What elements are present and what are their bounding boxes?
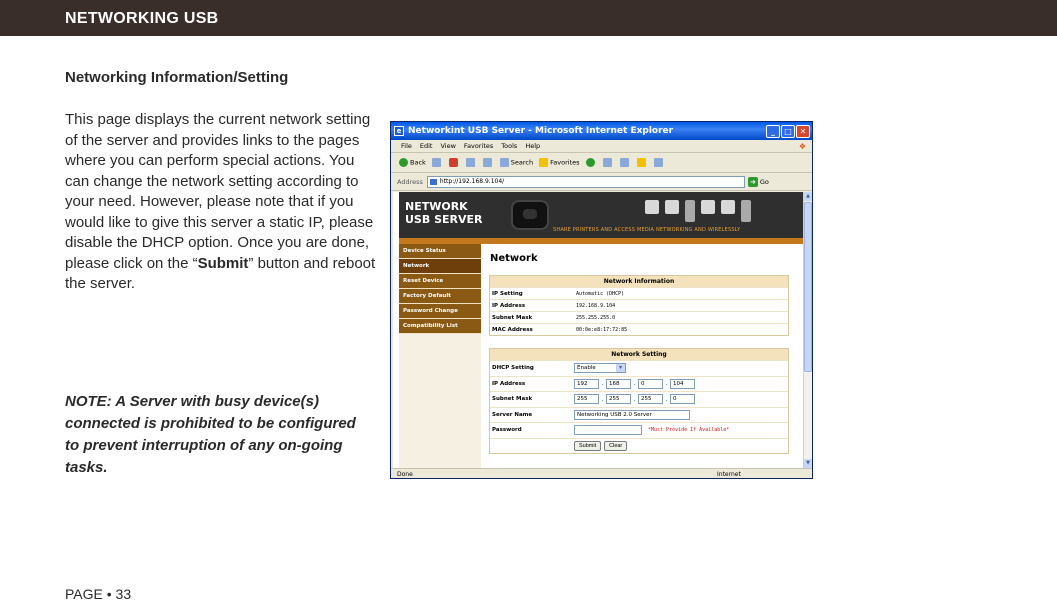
info-key: IP Setting bbox=[492, 291, 523, 297]
window-title: Networkint USB Server - Microsoft Internet Explorer bbox=[408, 126, 674, 136]
banner-title bbox=[405, 200, 482, 226]
dhcp-label: DHCP Setting bbox=[492, 365, 534, 372]
windows-logo-icon: ❖ bbox=[798, 141, 806, 151]
password-label: Password bbox=[492, 427, 522, 434]
menu-edit[interactable]: Edit bbox=[419, 142, 433, 150]
info-heading: Network Information bbox=[490, 276, 788, 287]
info-value: 192.168.9.104 bbox=[576, 303, 616, 309]
menu-file[interactable]: File bbox=[401, 142, 412, 150]
info-value: Automatic (DHCP) bbox=[576, 291, 625, 297]
description-part2: ” button and reboot the server. bbox=[65, 254, 376, 292]
back-label: Back bbox=[410, 158, 426, 167]
favorites-button[interactable] bbox=[539, 158, 579, 167]
status-zone: Internet bbox=[717, 471, 741, 478]
info-row bbox=[490, 311, 788, 323]
mask-row: Subnet Mask 255 . 255 . 255 . 0 bbox=[490, 391, 788, 407]
menu-bar bbox=[391, 140, 812, 153]
header-bar bbox=[0, 0, 1057, 36]
scroll-up-icon[interactable]: ▲ bbox=[804, 192, 812, 201]
info-key: MAC Address bbox=[492, 327, 533, 333]
nav-factory-default[interactable]: Factory Default bbox=[399, 289, 481, 304]
menu-tools[interactable]: Tools bbox=[501, 142, 518, 150]
info-key: Subnet Mask bbox=[492, 315, 533, 321]
description-text bbox=[65, 110, 380, 295]
go-label: Go bbox=[759, 177, 769, 186]
nav-compatibility-list[interactable]: Compatibility List bbox=[399, 319, 481, 334]
description-bold: Submit bbox=[197, 254, 249, 272]
info-key: IP Address bbox=[492, 303, 526, 309]
status-done: Done bbox=[397, 471, 413, 478]
setting-heading: Network Setting bbox=[490, 349, 788, 360]
go-arrow-icon: ➜ bbox=[748, 177, 758, 187]
ip-octet-4[interactable]: 104 bbox=[670, 379, 695, 389]
camera-icon bbox=[701, 200, 715, 214]
address-label: Address bbox=[397, 177, 423, 186]
go-button[interactable] bbox=[748, 177, 769, 187]
dhcp-row bbox=[490, 360, 788, 376]
search-icon bbox=[500, 158, 509, 167]
mask-octet-3[interactable]: 255 bbox=[638, 394, 663, 404]
scroll-thumb[interactable] bbox=[804, 202, 812, 372]
network-setting-panel bbox=[489, 348, 789, 454]
section-title: Networking Information/Setting bbox=[65, 69, 289, 86]
nav-password-change[interactable]: Password Change bbox=[399, 304, 481, 319]
scroll-down-icon[interactable]: ▼ bbox=[804, 459, 812, 468]
server-name-label: Server Name bbox=[492, 411, 533, 418]
password-hint: *Must Provide If Available* bbox=[648, 427, 730, 434]
scanner-icon bbox=[665, 200, 679, 214]
drive-icon bbox=[685, 200, 695, 222]
window-titlebar bbox=[391, 122, 812, 140]
home-icon[interactable] bbox=[483, 158, 492, 167]
back-button[interactable] bbox=[399, 158, 426, 167]
page-title: Network bbox=[490, 253, 538, 264]
form-buttons bbox=[490, 438, 788, 453]
password-row bbox=[490, 422, 788, 438]
mask-octet-2[interactable]: 255 bbox=[606, 394, 631, 404]
ip-row: IP Address 192 . 168 . 0 . 104 bbox=[490, 376, 788, 392]
nav-reset-device[interactable]: Reset Device bbox=[399, 274, 481, 289]
nav-network[interactable]: Network bbox=[399, 259, 481, 274]
mask-label: Subnet Mask bbox=[492, 396, 533, 403]
search-button[interactable] bbox=[500, 158, 533, 167]
dhcp-select[interactable]: Enable ▾ bbox=[574, 363, 626, 373]
favorites-icon bbox=[539, 158, 548, 167]
ip-octet-2[interactable]: 168 bbox=[606, 379, 631, 389]
webpage-content bbox=[393, 192, 803, 468]
browser-screenshot bbox=[390, 121, 813, 479]
note-text: NOTE: A Server with busy device(s) connected is prohibited to be configured to prevent interruption of any on-going tasks. bbox=[65, 393, 356, 476]
close-icon[interactable]: ✕ bbox=[796, 125, 810, 138]
address-bar bbox=[391, 173, 812, 191]
messenger-icon[interactable] bbox=[654, 158, 663, 167]
info-value: 255.255.255.0 bbox=[576, 315, 616, 321]
info-row bbox=[490, 323, 788, 335]
description-part1: This page displays the current network setting of the server and provides links to the pages where you can perform special actions. You can change the network setting according to your need. However, please note that if you would like to give this server a static IP, please disable the DHCP option. Once you are done, please click on the “ bbox=[65, 111, 374, 272]
left-nav bbox=[399, 244, 481, 468]
search-label: Search bbox=[510, 158, 534, 167]
printer-icon bbox=[645, 200, 659, 214]
ip-octet-1[interactable]: 192 bbox=[574, 379, 599, 389]
info-row bbox=[490, 287, 788, 299]
clear-button[interactable]: Clear bbox=[604, 441, 627, 451]
ip-label: IP Address bbox=[492, 380, 526, 387]
menu-view[interactable]: View bbox=[440, 142, 456, 150]
banner bbox=[399, 192, 803, 238]
minimize-icon[interactable]: _ bbox=[766, 125, 780, 138]
browser-toolbar bbox=[391, 153, 812, 173]
folder-icon[interactable] bbox=[637, 158, 646, 167]
page-number: PAGE • 33 bbox=[65, 586, 132, 602]
ip-octet-3[interactable]: 0 bbox=[638, 379, 663, 389]
refresh-icon[interactable] bbox=[466, 158, 475, 167]
mask-octet-1[interactable]: 255 bbox=[574, 394, 599, 404]
speaker-icon bbox=[741, 200, 751, 222]
network-info-panel bbox=[489, 275, 789, 336]
nav-device-status[interactable]: Device Status bbox=[399, 244, 481, 259]
print-icon[interactable] bbox=[620, 158, 629, 167]
ie-icon: e bbox=[394, 126, 404, 136]
banner-device-icons bbox=[645, 200, 751, 222]
header-title: NETWORKING USB bbox=[65, 10, 219, 27]
banner-line1: NETWORK bbox=[405, 200, 468, 213]
favorites-label: Favorites bbox=[550, 158, 580, 167]
status-bar bbox=[391, 468, 813, 479]
usb-server-device-image bbox=[511, 200, 549, 230]
mail-icon[interactable] bbox=[603, 158, 612, 167]
media-icon[interactable] bbox=[586, 158, 595, 167]
stop-icon[interactable] bbox=[449, 158, 458, 167]
banner-line2: USB SERVER bbox=[405, 213, 483, 226]
submit-button[interactable]: Submit bbox=[574, 441, 601, 451]
address-input[interactable]: http://192.168.9.104/ bbox=[427, 176, 745, 188]
maximize-icon[interactable]: □ bbox=[781, 125, 795, 138]
back-icon bbox=[399, 158, 408, 167]
mask-octet-4[interactable]: 0 bbox=[670, 394, 695, 404]
server-name-row bbox=[490, 407, 788, 423]
info-row bbox=[490, 299, 788, 311]
hub-icon bbox=[721, 200, 735, 214]
banner-tagline: SHARE PRINTERS AND ACCESS MEDIA NETWORKING AND WIRELESSLY bbox=[553, 227, 741, 233]
password-input[interactable] bbox=[574, 425, 642, 435]
server-name-input[interactable]: Networking USB 2.0 Server bbox=[574, 410, 690, 420]
info-value: 00:0e:e8:17:72:85 bbox=[576, 327, 628, 333]
forward-icon[interactable] bbox=[432, 158, 441, 167]
menu-favorites[interactable]: Favorites bbox=[463, 142, 494, 150]
menu-help[interactable]: Help bbox=[525, 142, 541, 150]
vertical-scrollbar[interactable] bbox=[803, 192, 812, 468]
